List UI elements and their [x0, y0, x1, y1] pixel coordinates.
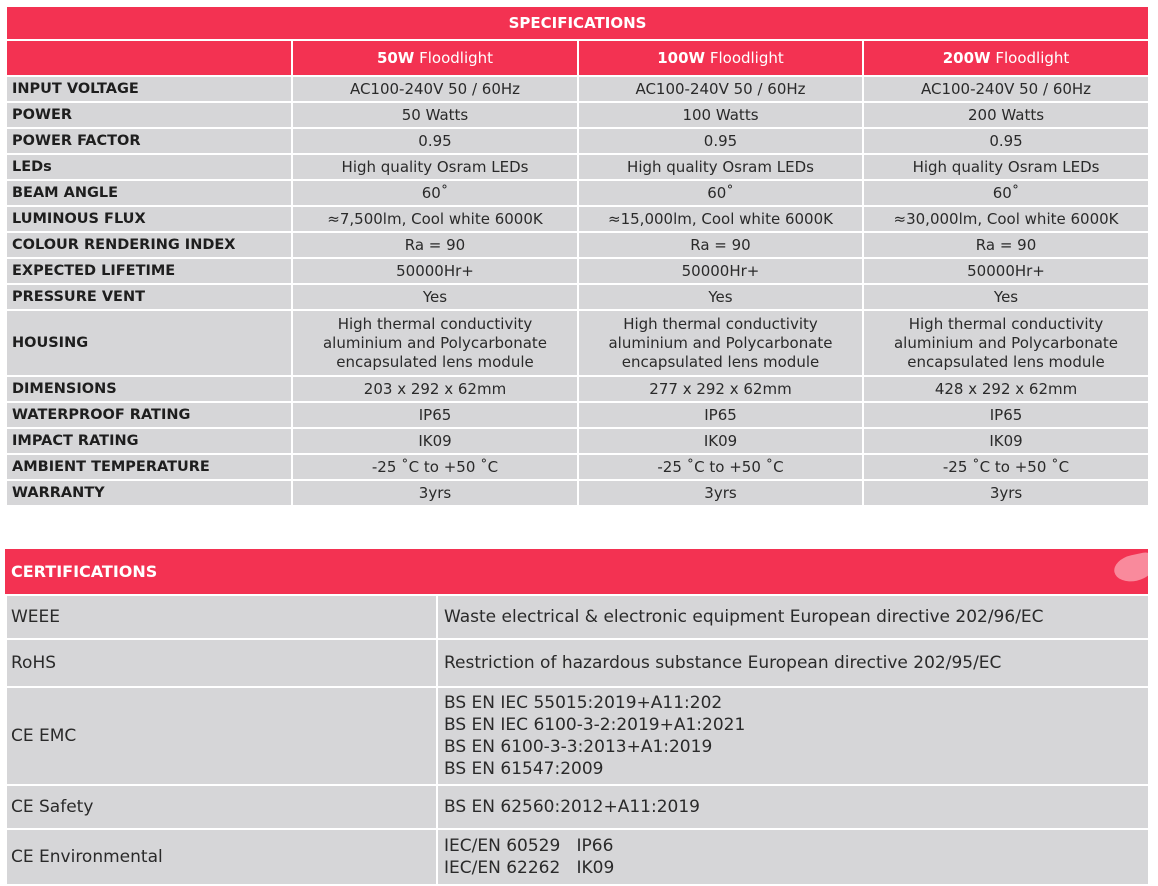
spec-value: IK09	[863, 428, 1149, 454]
spec-value: -25 ˚C to +50 ˚C	[863, 454, 1149, 480]
cert-row-ce-emc	[6, 687, 1149, 785]
certifications-header	[5, 549, 1148, 594]
spec-value: 0.95	[578, 128, 863, 154]
spec-value: 50000Hr+	[292, 258, 578, 284]
spec-value: 50 Watts	[292, 102, 578, 128]
cert-name: RoHS	[6, 639, 437, 687]
spec-label: IMPACT RATING	[6, 428, 292, 454]
cert-value	[437, 829, 1149, 885]
cert-name: CE Environmental	[6, 829, 437, 885]
product-suffix: Floodlight	[990, 49, 1070, 67]
cert-value	[437, 595, 1149, 639]
spec-value: ≈15,000lm, Cool white 6000K	[578, 206, 863, 232]
spec-value: Yes	[578, 284, 863, 310]
decorative-swoosh-icon	[1112, 551, 1148, 585]
product-model: 200W	[942, 49, 991, 67]
spec-value: 60˚	[578, 180, 863, 206]
housing-line: encapsulated lens module	[621, 352, 820, 371]
cert-name: WEEE	[6, 595, 437, 639]
spec-value: High quality Osram LEDs	[578, 154, 863, 180]
spec-value: IK09	[578, 428, 863, 454]
certifications-table	[5, 594, 1150, 886]
spec-label: INPUT VOLTAGE	[6, 76, 292, 102]
cert-line: BS EN 61547:2009	[444, 759, 604, 779]
cert-row-ce-environmental	[6, 829, 1149, 885]
spec-row-impact-rating	[6, 428, 1149, 454]
spec-value: ≈30,000lm, Cool white 6000K	[863, 206, 1149, 232]
spec-row-dimensions	[6, 376, 1149, 402]
spec-label: AMBIENT TEMPERATURE	[6, 454, 292, 480]
spec-value: 3yrs	[292, 480, 578, 506]
cert-line: Restriction of hazardous substance European directive 202/95/EC	[444, 653, 1002, 673]
certifications-title: CERTIFICATIONS	[11, 562, 158, 581]
cert-line: BS EN IEC 55015:2019+A11:202	[444, 693, 723, 713]
cert-line: IEC/EN 60529 IP66	[444, 836, 614, 856]
cert-row-weee	[6, 595, 1149, 639]
spec-value: 60˚	[292, 180, 578, 206]
spec-value: IP65	[292, 402, 578, 428]
spec-value: -25 ˚C to +50 ˚C	[292, 454, 578, 480]
spec-label: POWER	[6, 102, 292, 128]
housing-line: encapsulated lens module	[907, 352, 1105, 371]
spec-label: COLOUR RENDERING INDEX	[6, 232, 292, 258]
spec-value: 3yrs	[863, 480, 1149, 506]
spec-row-colour-rendering-index	[6, 232, 1149, 258]
spec-value: AC100-240V 50 / 60Hz	[578, 76, 863, 102]
spec-label: DIMENSIONS	[6, 376, 292, 402]
spec-value: 0.95	[292, 128, 578, 154]
spec-value: High quality Osram LEDs	[292, 154, 578, 180]
housing-line: High thermal conductivity	[623, 314, 818, 333]
spec-row-warranty	[6, 480, 1149, 506]
cert-row-ce-safety	[6, 785, 1149, 829]
spec-value	[578, 310, 863, 376]
spec-row-expected-lifetime	[6, 258, 1149, 284]
spec-row-pressure-vent	[6, 284, 1149, 310]
spec-value: 50000Hr+	[863, 258, 1149, 284]
product-suffix: Floodlight	[414, 49, 494, 67]
spec-label: PRESSURE VENT	[6, 284, 292, 310]
spec-value: -25 ˚C to +50 ˚C	[578, 454, 863, 480]
cert-line: BS EN IEC 6100-3-2:2019+A1:2021	[444, 715, 746, 735]
spec-value: 50000Hr+	[578, 258, 863, 284]
cert-name: CE EMC	[6, 687, 437, 785]
product-model: 100W	[657, 49, 706, 67]
spec-row-power-factor	[6, 128, 1149, 154]
spec-value	[292, 310, 578, 376]
cert-line: IEC/EN 62262 IK09	[444, 858, 615, 878]
cert-row-rohs	[6, 639, 1149, 687]
spec-value: 200 Watts	[863, 102, 1149, 128]
spec-row-beam-angle	[6, 180, 1149, 206]
spec-label: WATERPROOF RATING	[6, 402, 292, 428]
product-header-50w	[292, 40, 578, 76]
product-header-100w	[578, 40, 863, 76]
housing-line: aluminium and Polycarbonate	[893, 333, 1119, 352]
product-header-200w	[863, 40, 1149, 76]
spec-value: AC100-240V 50 / 60Hz	[863, 76, 1149, 102]
spec-row-power	[6, 102, 1149, 128]
spec-row-waterproof-rating	[6, 402, 1149, 428]
spec-value	[863, 310, 1149, 376]
spec-value: 203 x 292 x 62mm	[292, 376, 578, 402]
housing-line: aluminium and Polycarbonate	[322, 333, 548, 352]
spec-value: Yes	[863, 284, 1149, 310]
spec-label: POWER FACTOR	[6, 128, 292, 154]
spec-value: AC100-240V 50 / 60Hz	[292, 76, 578, 102]
cert-line: BS EN 62560:2012+A11:2019	[444, 797, 700, 817]
specifications-table	[5, 5, 1150, 507]
cert-line: BS EN 6100-3-3:2013+A1:2019	[444, 737, 713, 757]
spec-value: 100 Watts	[578, 102, 863, 128]
spec-value: IP65	[578, 402, 863, 428]
cert-value	[437, 785, 1149, 829]
spec-value: 3yrs	[578, 480, 863, 506]
spec-row-input-voltage	[6, 76, 1149, 102]
spec-value: 428 x 292 x 62mm	[863, 376, 1149, 402]
spec-value: 0.95	[863, 128, 1149, 154]
spec-label: LEDs	[6, 154, 292, 180]
spec-row-housing	[6, 310, 1149, 376]
specifications-title: SPECIFICATIONS	[6, 6, 1149, 40]
spec-value: High quality Osram LEDs	[863, 154, 1149, 180]
spec-value: Ra = 90	[578, 232, 863, 258]
housing-line: encapsulated lens module	[336, 352, 534, 371]
spec-label: LUMINOUS FLUX	[6, 206, 292, 232]
cert-value	[437, 639, 1149, 687]
spec-label: WARRANTY	[6, 480, 292, 506]
spec-value: IP65	[863, 402, 1149, 428]
cert-name: CE Safety	[6, 785, 437, 829]
spec-label: BEAM ANGLE	[6, 180, 292, 206]
cert-value	[437, 687, 1149, 785]
spec-value: 277 x 292 x 62mm	[578, 376, 863, 402]
cert-line: Waste electrical & electronic equipment European directive 202/96/EC	[444, 607, 1044, 627]
spec-value: Ra = 90	[863, 232, 1149, 258]
spec-row-leds	[6, 154, 1149, 180]
spec-value: Yes	[292, 284, 578, 310]
header-corner	[6, 40, 292, 76]
housing-line: aluminium and Polycarbonate	[608, 333, 833, 352]
spec-row-luminous-flux	[6, 206, 1149, 232]
spec-value: Ra = 90	[292, 232, 578, 258]
spec-value: 60˚	[863, 180, 1149, 206]
spec-row-ambient-temperature	[6, 454, 1149, 480]
spec-value: IK09	[292, 428, 578, 454]
spec-value: ≈7,500lm, Cool white 6000K	[292, 206, 578, 232]
product-suffix: Floodlight	[705, 49, 784, 67]
spec-label: EXPECTED LIFETIME	[6, 258, 292, 284]
spec-label: HOUSING	[6, 310, 292, 376]
certifications-section	[5, 549, 1148, 886]
product-model: 50W	[376, 49, 415, 67]
housing-line: High thermal conductivity	[337, 314, 533, 333]
housing-line: High thermal conductivity	[908, 314, 1104, 333]
